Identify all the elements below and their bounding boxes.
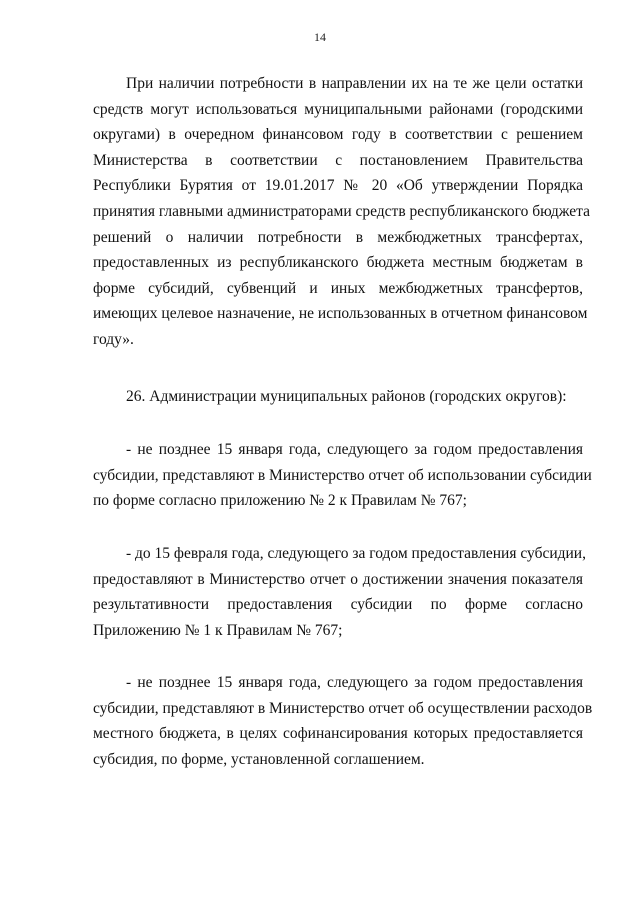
paragraph-line: субсидии, представляют в Министерство отчет об осуществлении расходов bbox=[93, 699, 593, 717]
paragraph-line: Министерства в соответствии с постановлением Правительства bbox=[93, 151, 583, 169]
paragraph-line: результативности предоставления субсидии по форме согласно bbox=[93, 596, 583, 614]
paragraph-line: Республики Бурятия от 19.01.2017 № 20 «Об утверждении Порядка bbox=[93, 177, 583, 195]
paragraph-line: 26. Администрации муниципальных районов (городских округов): bbox=[126, 388, 567, 405]
paragraph-line: форме субсидий, субвенций и иных межбюджетных трансфертов, bbox=[93, 279, 583, 297]
paragraph-line: по форме согласно приложению № 2 к Правилам № 767; bbox=[93, 492, 467, 510]
page-number: 14 bbox=[314, 30, 326, 44]
paragraph-line: году». bbox=[93, 330, 134, 348]
paragraph-line: Приложению № 1 к Правилам № 767; bbox=[93, 621, 343, 639]
paragraph-line: - не позднее 15 января года, следующего за годом предоставления bbox=[126, 674, 583, 691]
paragraph-line: субсидия, по форме, установленной соглашением. bbox=[93, 750, 425, 768]
paragraph-report-results bbox=[93, 541, 586, 643]
paragraph-line: предоставленных из республиканского бюджета местным бюджетам в bbox=[93, 254, 583, 272]
paragraph-line: местного бюджета, в целях софинансирования которых предоставляется bbox=[93, 725, 583, 743]
paragraph-line: имеющих целевое назначение, не использованных в отчетном финансовом bbox=[93, 305, 588, 323]
paragraph-line: субсидии, представляют в Министерство отчет об использовании субсидии bbox=[93, 466, 592, 484]
paragraph-line: предоставляют в Министерство отчет о достижении значения показателя bbox=[93, 570, 583, 588]
paragraph-report-usage bbox=[93, 437, 592, 514]
paragraph-remaining-funds bbox=[93, 71, 591, 353]
paragraph-line: - не позднее 15 января года, следующего за годом предоставления bbox=[126, 441, 583, 458]
paragraph-line: решений о наличии потребности в межбюджетных трансфертах, bbox=[93, 228, 583, 246]
paragraph-report-expenses bbox=[93, 670, 593, 772]
paragraph-line: округами) в очередном финансовом году в соответствии с решением bbox=[93, 126, 583, 144]
paragraph-line: - до 15 февраля года, следующего за годом предоставления субсидии, bbox=[126, 545, 586, 562]
section-heading-26 bbox=[93, 384, 583, 410]
paragraph-line: При наличии потребности в направлении их на те же цели остатки bbox=[126, 75, 583, 92]
paragraph-line: принятия главными администраторами средств республиканского бюджета bbox=[93, 202, 591, 220]
paragraph-line: средств могут использоваться муниципальными районами (городскими bbox=[93, 100, 583, 118]
